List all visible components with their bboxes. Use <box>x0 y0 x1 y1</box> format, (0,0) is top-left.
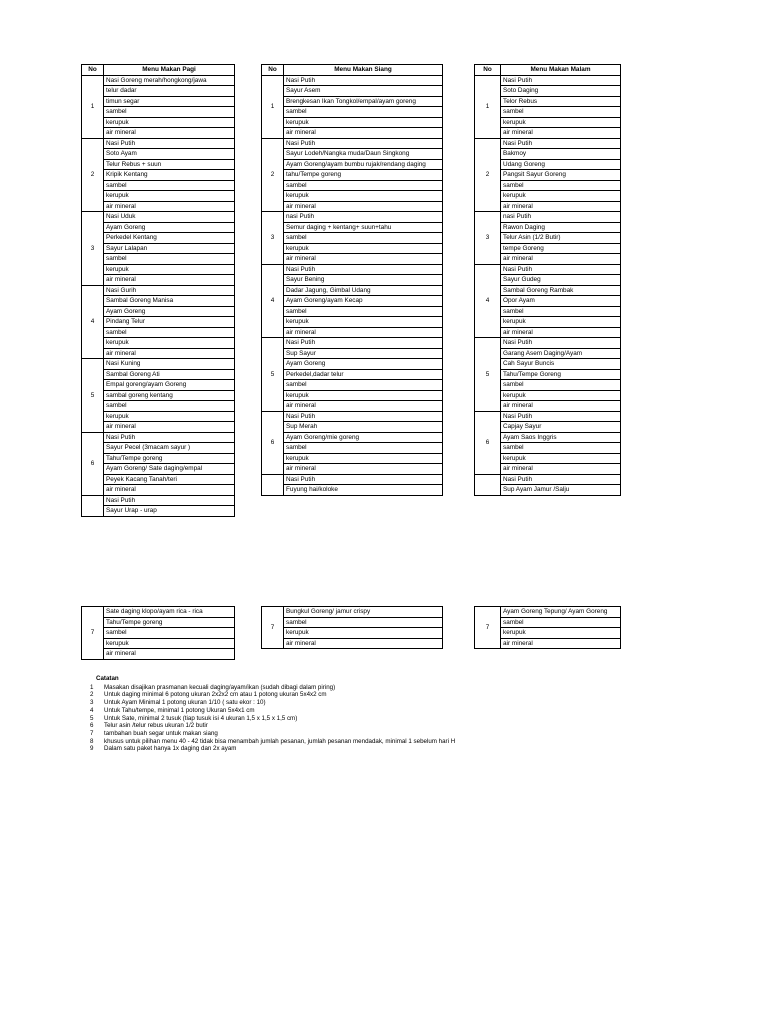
row-number: 3 <box>475 212 501 265</box>
note-text: Dalam satu paket hanya 1x daging dan 2x ayam <box>104 745 237 753</box>
note-text: tambahan buah segar untuk makan siang <box>104 729 218 737</box>
menu-item: tempe Goreng <box>501 244 620 255</box>
menu-item: Opor Ayam <box>501 296 620 307</box>
table-header <box>475 65 621 76</box>
header-menu: Menu Makan Malam <box>501 65 621 76</box>
menu-item: Nasi Putih <box>284 139 442 150</box>
note-text: Untuk Ayam Minimal 1 potong ukuran 1/10 ( satu ekor : 10) <box>104 699 266 707</box>
row-number: 1 <box>82 75 104 138</box>
menu-item: Dadar Jagung, Gimbal Udang <box>284 286 442 297</box>
menu-items-cell <box>501 338 621 412</box>
menu-item: Perkedel Kentang <box>104 233 234 244</box>
note-number: 9 <box>90 745 94 753</box>
table-menu-siang-row7 <box>261 606 443 649</box>
menu-item: Ayam Goreng/ayam Kecap <box>284 296 442 307</box>
menu-item: sambel <box>104 628 234 639</box>
table-row <box>262 264 443 338</box>
menu-item: Ayam Goreng/ayam bumbu rujak/rendang daging <box>284 160 442 171</box>
menu-item: Bungkul Goreng/ jamur crispy <box>284 607 442 618</box>
table-row <box>475 474 621 495</box>
menu-item: Nasi Putih <box>284 475 442 486</box>
menu-item: Nasi Putih <box>284 338 442 349</box>
menu-item: air mineral <box>503 255 533 262</box>
row-number: 7 <box>475 607 501 649</box>
row-number: 7 <box>82 607 104 660</box>
menu-item: kerupuk <box>284 118 442 129</box>
menu-item: Nasi Uduk <box>104 212 234 223</box>
menu-item: Soto Daging <box>501 86 620 97</box>
menu-item: Sayur Bening <box>284 275 442 286</box>
menu-item: Kripik Kentang <box>104 170 234 181</box>
menu-items-cell <box>501 264 621 338</box>
menu-items-cell <box>104 359 235 433</box>
menu-item: sambel <box>501 307 620 318</box>
table-row <box>82 75 235 138</box>
note-text: Masakan disajikan prasmanan kecuali daging/ayam/ikan (sudah dibagi dalam piring) <box>104 683 336 691</box>
menu-item: kerupuk <box>104 191 234 202</box>
row-number <box>262 474 284 495</box>
menu-items-cell <box>284 75 443 138</box>
menu-item: kerupuk <box>284 454 442 465</box>
menu-item: Empal goreng/ayam Goreng <box>104 380 234 391</box>
menu-item: Ayam Goreng Tepung/ Ayam Goreng <box>501 607 620 618</box>
menu-item: Telur Rebus + suun <box>104 160 234 171</box>
row-number: 2 <box>82 138 104 212</box>
menu-item: Ayam Saos Inggris <box>501 433 620 444</box>
menu-item: sambal goreng kentang <box>104 391 234 402</box>
table-row <box>262 212 443 265</box>
menu-items-cell <box>501 607 621 649</box>
menu-item: Nasi Putih <box>501 475 620 486</box>
row-number: 2 <box>262 138 284 212</box>
menu-item: Capjay Sayur <box>501 422 620 433</box>
menu-items-cell <box>104 607 235 660</box>
menu-item: Ayam Goreng/mie goreng <box>284 433 442 444</box>
menu-item: sambel <box>501 107 620 118</box>
menu-item: air mineral <box>286 202 316 210</box>
menu-item: Semur daging + kentang+ suun+tahu <box>284 223 442 234</box>
table-menu-malam <box>474 64 621 496</box>
header-no: No <box>82 65 104 76</box>
header-menu: Menu Makan Siang <box>284 65 443 76</box>
table-row <box>82 138 235 212</box>
menu-item: Nasi Goreng merah/hongkong/jawa <box>104 76 234 87</box>
menu-items-cell <box>104 495 235 516</box>
menu-item: kerupuk <box>284 628 442 639</box>
menu-item: nasi Putih <box>284 212 442 223</box>
table-row <box>82 495 235 516</box>
row-number <box>82 495 104 516</box>
note-item <box>90 738 455 746</box>
menu-item: telur dadar <box>104 86 234 97</box>
menu-item: air mineral <box>286 328 316 336</box>
menu-item: air mineral <box>106 202 136 210</box>
menu-item: air mineral <box>106 276 136 283</box>
menu-items-cell <box>104 285 235 359</box>
menu-item: Nasi Putih <box>501 139 620 150</box>
menu-item: Sup Sayur <box>284 349 442 360</box>
table-menu-malam-row7 <box>474 606 621 649</box>
menu-item: air mineral <box>503 129 533 136</box>
menu-items-cell <box>104 138 235 212</box>
menu-item: Sambal Goreng Manisa <box>104 296 234 307</box>
menu-item: kerupuk <box>284 391 442 402</box>
menu-items-cell <box>501 75 621 138</box>
row-number: 3 <box>82 212 104 286</box>
note-text: Telur asin /telur rebus ukuran 1/2 butir <box>104 722 208 730</box>
menu-item: Tahu/Tempe Goreng <box>501 370 620 381</box>
table-row <box>475 411 621 474</box>
table-header <box>82 65 235 76</box>
note-text: Untuk daging minimal 6 potong ukuran 2x2x2 cm atau 1 potong ukuran 5x4x2 cm <box>104 691 327 699</box>
menu-item: kerupuk <box>284 244 442 255</box>
menu-item: Sayur Urap - urap <box>106 507 157 514</box>
note-item <box>90 715 455 723</box>
menu-item: air mineral <box>503 202 533 210</box>
menu-items-cell <box>284 607 443 649</box>
menu-item: Perkedel,dadar telur <box>284 370 442 381</box>
row-number: 4 <box>475 264 501 338</box>
menu-item: Sayur Gudeg <box>501 275 620 286</box>
row-number: 3 <box>262 212 284 265</box>
table-row <box>262 474 443 495</box>
menu-items-cell <box>284 212 443 265</box>
note-number: 2 <box>90 691 94 699</box>
menu-items-cell <box>284 138 443 212</box>
menu-items-cell <box>501 474 621 495</box>
menu-item: Sambal Goreng Rambak <box>501 286 620 297</box>
table-row <box>262 75 443 138</box>
menu-item: Sate daging klopo/ayam rica - rica <box>104 607 234 618</box>
menu-item: Nasi Putih <box>284 265 442 276</box>
menu-item: air mineral <box>106 129 136 136</box>
menu-item: Garang Asem Daging/Ayam <box>501 349 620 360</box>
menu-item: air mineral <box>106 486 136 493</box>
row-number: 2 <box>475 138 501 212</box>
menu-item: Soto Ayam <box>104 149 234 160</box>
table-row <box>262 138 443 212</box>
menu-item: sambel <box>104 107 234 118</box>
note-item <box>90 699 455 707</box>
row-number <box>475 474 501 495</box>
menu-item: Telur Asin (1/2 Butir) <box>501 233 620 244</box>
table-menu-pagi-row7 <box>81 606 235 660</box>
menu-item: Sayur Lodeh/Nangka muda/Daun Singkong <box>284 149 442 160</box>
table-row <box>475 264 621 338</box>
row-number: 4 <box>262 264 284 338</box>
menu-item: sambel <box>284 107 442 118</box>
menu-item: Nasi Putih <box>104 139 234 150</box>
row-number: 5 <box>475 338 501 412</box>
menu-item: sambel <box>284 181 442 192</box>
menu-item: kerupuk <box>501 391 620 402</box>
menu-item: air mineral <box>106 349 136 357</box>
table-row <box>82 432 235 495</box>
note-item <box>90 730 455 738</box>
menu-item: Fuyung hai/koloke <box>286 486 338 493</box>
menu-item: sambel <box>501 380 620 391</box>
table-row <box>82 212 235 286</box>
menu-item: sambel <box>104 254 234 265</box>
menu-item: Ayam Goreng <box>284 359 442 370</box>
menu-items-cell <box>501 138 621 212</box>
menu-item: kerupuk <box>104 412 234 423</box>
menu-item: Sayur Lalapan <box>104 244 234 255</box>
menu-items-cell <box>284 264 443 338</box>
menu-item: tahu/Tempe goreng <box>284 170 442 181</box>
menu-item: air mineral <box>286 639 316 647</box>
header-no: No <box>475 65 501 76</box>
menu-item: air mineral <box>286 465 316 472</box>
menu-item: Ayam Goreng/ Sate daging/empal <box>104 464 234 475</box>
header-menu: Menu Makan Pagi <box>104 65 235 76</box>
table-row <box>475 338 621 412</box>
menu-item: Nasi Putih <box>501 412 620 423</box>
menu-item: Nasi Putih <box>104 433 234 444</box>
table-row <box>262 607 443 649</box>
menu-item: Nasi Putih <box>284 76 442 87</box>
menu-item: air mineral <box>503 402 533 409</box>
menu-item: kerupuk <box>501 317 620 328</box>
menu-items-cell <box>104 75 235 138</box>
menu-item: air mineral <box>286 129 316 136</box>
menu-item: Sup Ayam Jamur /Salju <box>503 486 570 493</box>
menu-item: Cah Sayur Buncis <box>501 359 620 370</box>
note-item <box>90 691 455 699</box>
note-number: 7 <box>90 729 94 737</box>
note-number: 6 <box>90 722 94 730</box>
row-number: 5 <box>262 338 284 412</box>
menu-item: kerupuk <box>284 191 442 202</box>
menu-item: air mineral <box>106 423 136 430</box>
menu-item: kerupuk <box>501 454 620 465</box>
menu-item: timun segar <box>104 97 234 108</box>
menu-item: Udang Goreng <box>501 160 620 171</box>
row-number: 1 <box>475 75 501 138</box>
menu-item: nasi Putih <box>501 212 620 223</box>
menu-items-cell <box>284 411 443 474</box>
menu-item: air mineral <box>503 639 533 647</box>
row-number: 1 <box>262 75 284 138</box>
table-row <box>262 411 443 474</box>
note-text: Untuk Tahu/tempe, minimal 1 potong Ukuran 5x4x1 cm <box>104 706 255 714</box>
menu-item: air mineral <box>106 650 136 657</box>
menu-item: sambel <box>501 181 620 192</box>
note-number: 8 <box>90 737 94 745</box>
note-text: Untuk Sate, minimal 2 tusuk (tiap tusuk isi 4 ukuran 1,5 x 1,5 x 1,5 cm) <box>104 714 298 722</box>
menu-item: kerupuk <box>284 317 442 328</box>
menu-item: Nasi Putih <box>501 265 620 276</box>
table-row <box>82 359 235 433</box>
note-item <box>90 684 455 692</box>
menu-item: Bakmoy <box>501 149 620 160</box>
menu-item: sambel <box>104 401 234 412</box>
table-row <box>82 607 235 660</box>
menu-item: kerupuk <box>104 265 234 276</box>
menu-item: sambel <box>501 618 620 629</box>
menu-item: air mineral <box>503 465 533 472</box>
menu-items-cell <box>501 212 621 265</box>
menu-item: Nasi Putih <box>501 338 620 349</box>
menu-items-cell <box>284 338 443 412</box>
menu-item: air mineral <box>286 255 316 262</box>
row-number: 6 <box>82 432 104 495</box>
menu-item: sambel <box>284 233 442 244</box>
menu-item: Pangsit Sayur Goreng <box>501 170 620 181</box>
table-row <box>475 75 621 138</box>
note-text: khusus untuk pilihan menu 40 - 42 tidak bisa menambah jumlah pesanan, jumlah pesanan mendadak, minimal 1 sebelum hari H <box>104 737 456 745</box>
menu-item: Tahu/Tempe goreng <box>104 618 234 629</box>
menu-item: kerupuk <box>104 118 234 129</box>
table-row <box>82 285 235 359</box>
row-number: 7 <box>262 607 284 649</box>
note-item <box>90 707 455 715</box>
menu-item: kerupuk <box>104 338 234 349</box>
note-number: 3 <box>90 699 94 707</box>
menu-item: sambel <box>284 618 442 629</box>
menu-items-cell <box>501 411 621 474</box>
note-number: 5 <box>90 714 94 722</box>
row-number: 4 <box>82 285 104 359</box>
note-number: 1 <box>90 683 94 691</box>
menu-items-cell <box>284 474 443 495</box>
note-number: 4 <box>90 706 94 714</box>
menu-item: sambel <box>284 307 442 318</box>
row-number: 6 <box>475 411 501 474</box>
menu-item: Rawon Daging <box>501 223 620 234</box>
menu-item: sambel <box>104 328 234 339</box>
menu-item: air mineral <box>503 328 533 336</box>
menu-item: Nasi Putih <box>284 412 442 423</box>
table-menu-pagi <box>81 64 235 517</box>
menu-item: Sayur Pecel (3macam sayur ) <box>104 443 234 454</box>
menu-item: Brengkesan Ikan Tongkol/empal/ayam goreng <box>284 97 442 108</box>
menu-item: sambel <box>284 443 442 454</box>
table-row <box>475 607 621 649</box>
menu-items-cell <box>104 212 235 286</box>
menu-item: sambel <box>104 181 234 192</box>
menu-item: Peyek Kacang Tanah/teri <box>104 475 234 486</box>
menu-item: Sambal Goreng Ati <box>104 370 234 381</box>
notes-section <box>90 675 455 753</box>
table-menu-siang <box>261 64 443 496</box>
menu-item: sambel <box>284 380 442 391</box>
menu-item: Nasi Kuning <box>104 359 234 370</box>
menu-item: Telor Rebus <box>501 97 620 108</box>
table-row <box>475 138 621 212</box>
table-header <box>262 65 443 76</box>
header-no: No <box>262 65 284 76</box>
menu-item: Ayam Goreng <box>104 223 234 234</box>
menu-item: Sup Merah <box>284 422 442 433</box>
menu-item: kerupuk <box>501 191 620 202</box>
menu-item: Nasi Putih <box>104 496 234 507</box>
menu-item: Sayur Asem <box>284 86 442 97</box>
menu-item: air mineral <box>286 402 316 409</box>
notes-title: Catatan <box>96 675 119 682</box>
row-number: 6 <box>262 411 284 474</box>
note-item <box>90 722 455 730</box>
menu-item: kerupuk <box>501 118 620 129</box>
menu-item: kerupuk <box>104 639 234 650</box>
notes-list <box>90 684 455 753</box>
menu-item: Nasi Gurih <box>104 286 234 297</box>
note-item <box>90 745 455 753</box>
menu-item: Tahu/Tempe goreng <box>104 454 234 465</box>
table-row <box>262 338 443 412</box>
menu-item: Ayam Goreng <box>104 307 234 318</box>
menu-item: kerupuk <box>501 628 620 639</box>
menu-item: Pindang Telur <box>104 317 234 328</box>
menu-item: sambel <box>501 443 620 454</box>
table-row <box>475 212 621 265</box>
menu-item: Nasi Putih <box>501 76 620 87</box>
row-number: 5 <box>82 359 104 433</box>
menu-items-cell <box>104 432 235 495</box>
